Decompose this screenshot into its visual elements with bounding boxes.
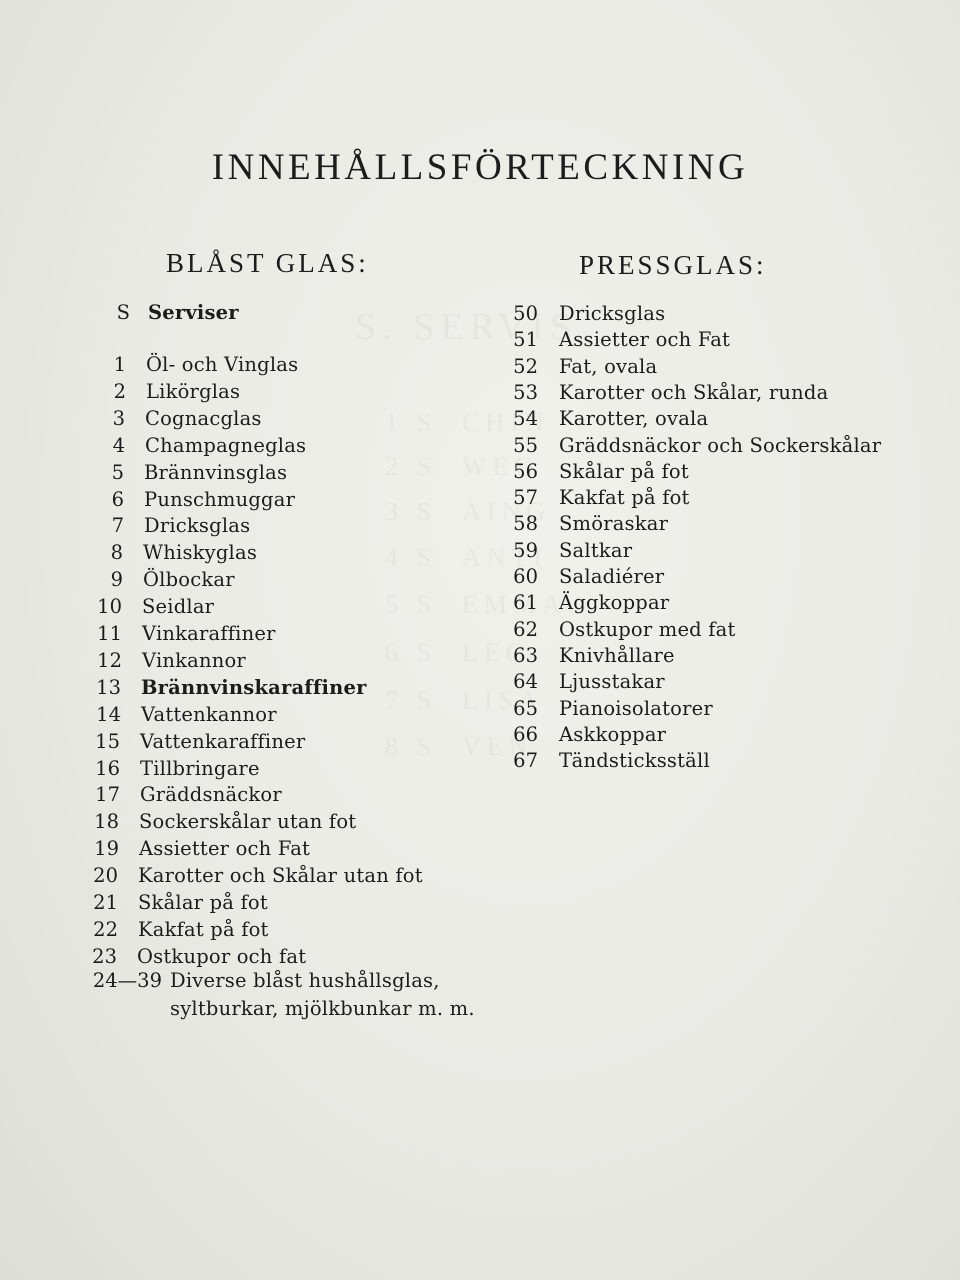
page-title: INNEHÅLLSFÖRTECKNING	[211, 147, 749, 188]
entry-number: 58	[513, 512, 538, 536]
entry-label: Gräddsnäckor	[140, 783, 282, 807]
entry-number: 67	[513, 749, 538, 773]
entry-label: Gräddsnäckor och Sockerskålar	[559, 433, 882, 457]
entry-number: 15	[95, 729, 120, 753]
entry-label: Skålar på fot	[138, 891, 268, 914]
entry-number: 64	[513, 670, 538, 694]
entry-number: 63	[513, 643, 538, 667]
entry-number: 12	[97, 648, 122, 672]
entry-number: 20	[93, 864, 118, 888]
entry-label: Tillbringare	[140, 756, 260, 780]
entry-label: Ljusstakar	[559, 670, 665, 694]
entry-number: 11	[97, 622, 122, 645]
entry-label: Vinkannor	[142, 648, 246, 672]
section-heading-blast-glas: BLÅST GLAS:	[166, 248, 369, 278]
show-through-text	[355, 305, 577, 349]
entry-number: 7	[111, 514, 124, 538]
entry-number: 66	[513, 722, 538, 746]
entry-number: 13	[96, 675, 121, 699]
entry-label-line1: Diverse blåst hushållsglas,	[170, 969, 440, 992]
entry-label: Öl- och Vinglas	[146, 353, 299, 376]
entry-number: 18	[94, 810, 119, 834]
entry-number: 65	[513, 696, 538, 720]
entry-label: Skålar på fot	[559, 459, 689, 483]
entry-label: Ostkupor och fat	[137, 944, 307, 968]
entry-label: Sockerskålar utan fot	[139, 810, 357, 834]
entry-number: 61	[513, 591, 538, 615]
entry-label: Punschmuggar	[144, 487, 296, 511]
entry-label: Fat, ovala	[559, 354, 658, 378]
entry-number: 52	[513, 354, 538, 378]
entry-label: Knivhållare	[559, 643, 675, 667]
entry-number: 22	[93, 917, 118, 941]
entry-label: Cognacglas	[145, 406, 262, 430]
entry-label: Dricksglas	[144, 514, 251, 538]
entry-label: Dricksglas	[559, 302, 666, 325]
entry-label: Smöraskar	[559, 512, 669, 536]
entry-label: Vinkaraffiner	[142, 622, 276, 645]
entry-number: 55	[513, 433, 538, 457]
entry-number: 8	[110, 541, 123, 565]
entry-number: 51	[513, 328, 538, 352]
entry-label: Askkoppar	[559, 722, 667, 746]
entry-label: Saladiérer	[559, 565, 665, 588]
entry-label: Brännvinskaraffiner	[141, 675, 367, 699]
entry-label: Serviser	[148, 301, 239, 324]
entry-label-line2: syltburkar, mjölkbunkar m. m.	[170, 997, 475, 1020]
entry-number: 21	[93, 891, 118, 914]
entry-number: 56	[513, 459, 538, 483]
entry-label: Karotter och Skålar utan fot	[138, 864, 423, 888]
section-heading-pressglas: PRESSGLAS:	[579, 250, 767, 280]
entry-label: Saltkar	[559, 538, 633, 562]
entry-number: 3	[112, 406, 125, 430]
entry-label: Vattenkannor	[141, 702, 277, 726]
entry-number: 59	[513, 538, 538, 562]
entry-number: 16	[95, 756, 120, 780]
entry-number: 62	[513, 617, 538, 641]
entry-label: Karotter, ovala	[559, 407, 709, 431]
entry-number: 4	[112, 433, 125, 457]
entry-label: Kakfat på fot	[138, 917, 269, 941]
entry-number: 57	[513, 486, 538, 510]
entry-label: Whiskyglas	[143, 541, 258, 565]
entry-label: Pianoisolatorer	[559, 696, 713, 720]
entry-code: S	[116, 301, 130, 324]
entry-label: Vattenkaraffiner	[140, 729, 306, 753]
entry-number: 19	[94, 837, 119, 861]
entry-label: Likörglas	[146, 379, 241, 403]
entry-number: 14	[96, 702, 121, 726]
entry-number: 60	[513, 565, 538, 588]
entry-label: Tändsticksställ	[559, 749, 710, 773]
entry-label: Karotter och Skålar, runda	[559, 380, 829, 404]
entry-label: Assietter och Fat	[139, 837, 311, 861]
entry-label: Kakfat på fot	[559, 486, 690, 510]
entry-number: 2	[113, 379, 126, 403]
entry-label: Ölbockar	[143, 568, 235, 592]
entry-label: Brännvinsglas	[144, 460, 288, 484]
entry-label: Champagneglas	[145, 433, 307, 457]
entry-number: 17	[95, 783, 120, 807]
entry-number: 54	[513, 407, 538, 431]
entry-label: Ostkupor med fat	[559, 617, 736, 641]
entry-number: 6	[111, 487, 124, 511]
entry-label: Äggkoppar	[559, 591, 670, 615]
show-through-text	[385, 590, 567, 620]
entry-number: 23	[92, 944, 117, 968]
entry-number: 50	[513, 302, 538, 325]
entry-number: 53	[513, 380, 538, 404]
entry-number: 9	[110, 568, 123, 592]
entry-number: 1	[113, 353, 126, 376]
entry-number: 5	[111, 460, 124, 484]
entry-label: Assietter och Fat	[559, 328, 731, 352]
entry-number: 24—39	[92, 969, 162, 992]
entry-number: 10	[97, 595, 122, 619]
entry-label: Seidlar	[142, 595, 215, 619]
